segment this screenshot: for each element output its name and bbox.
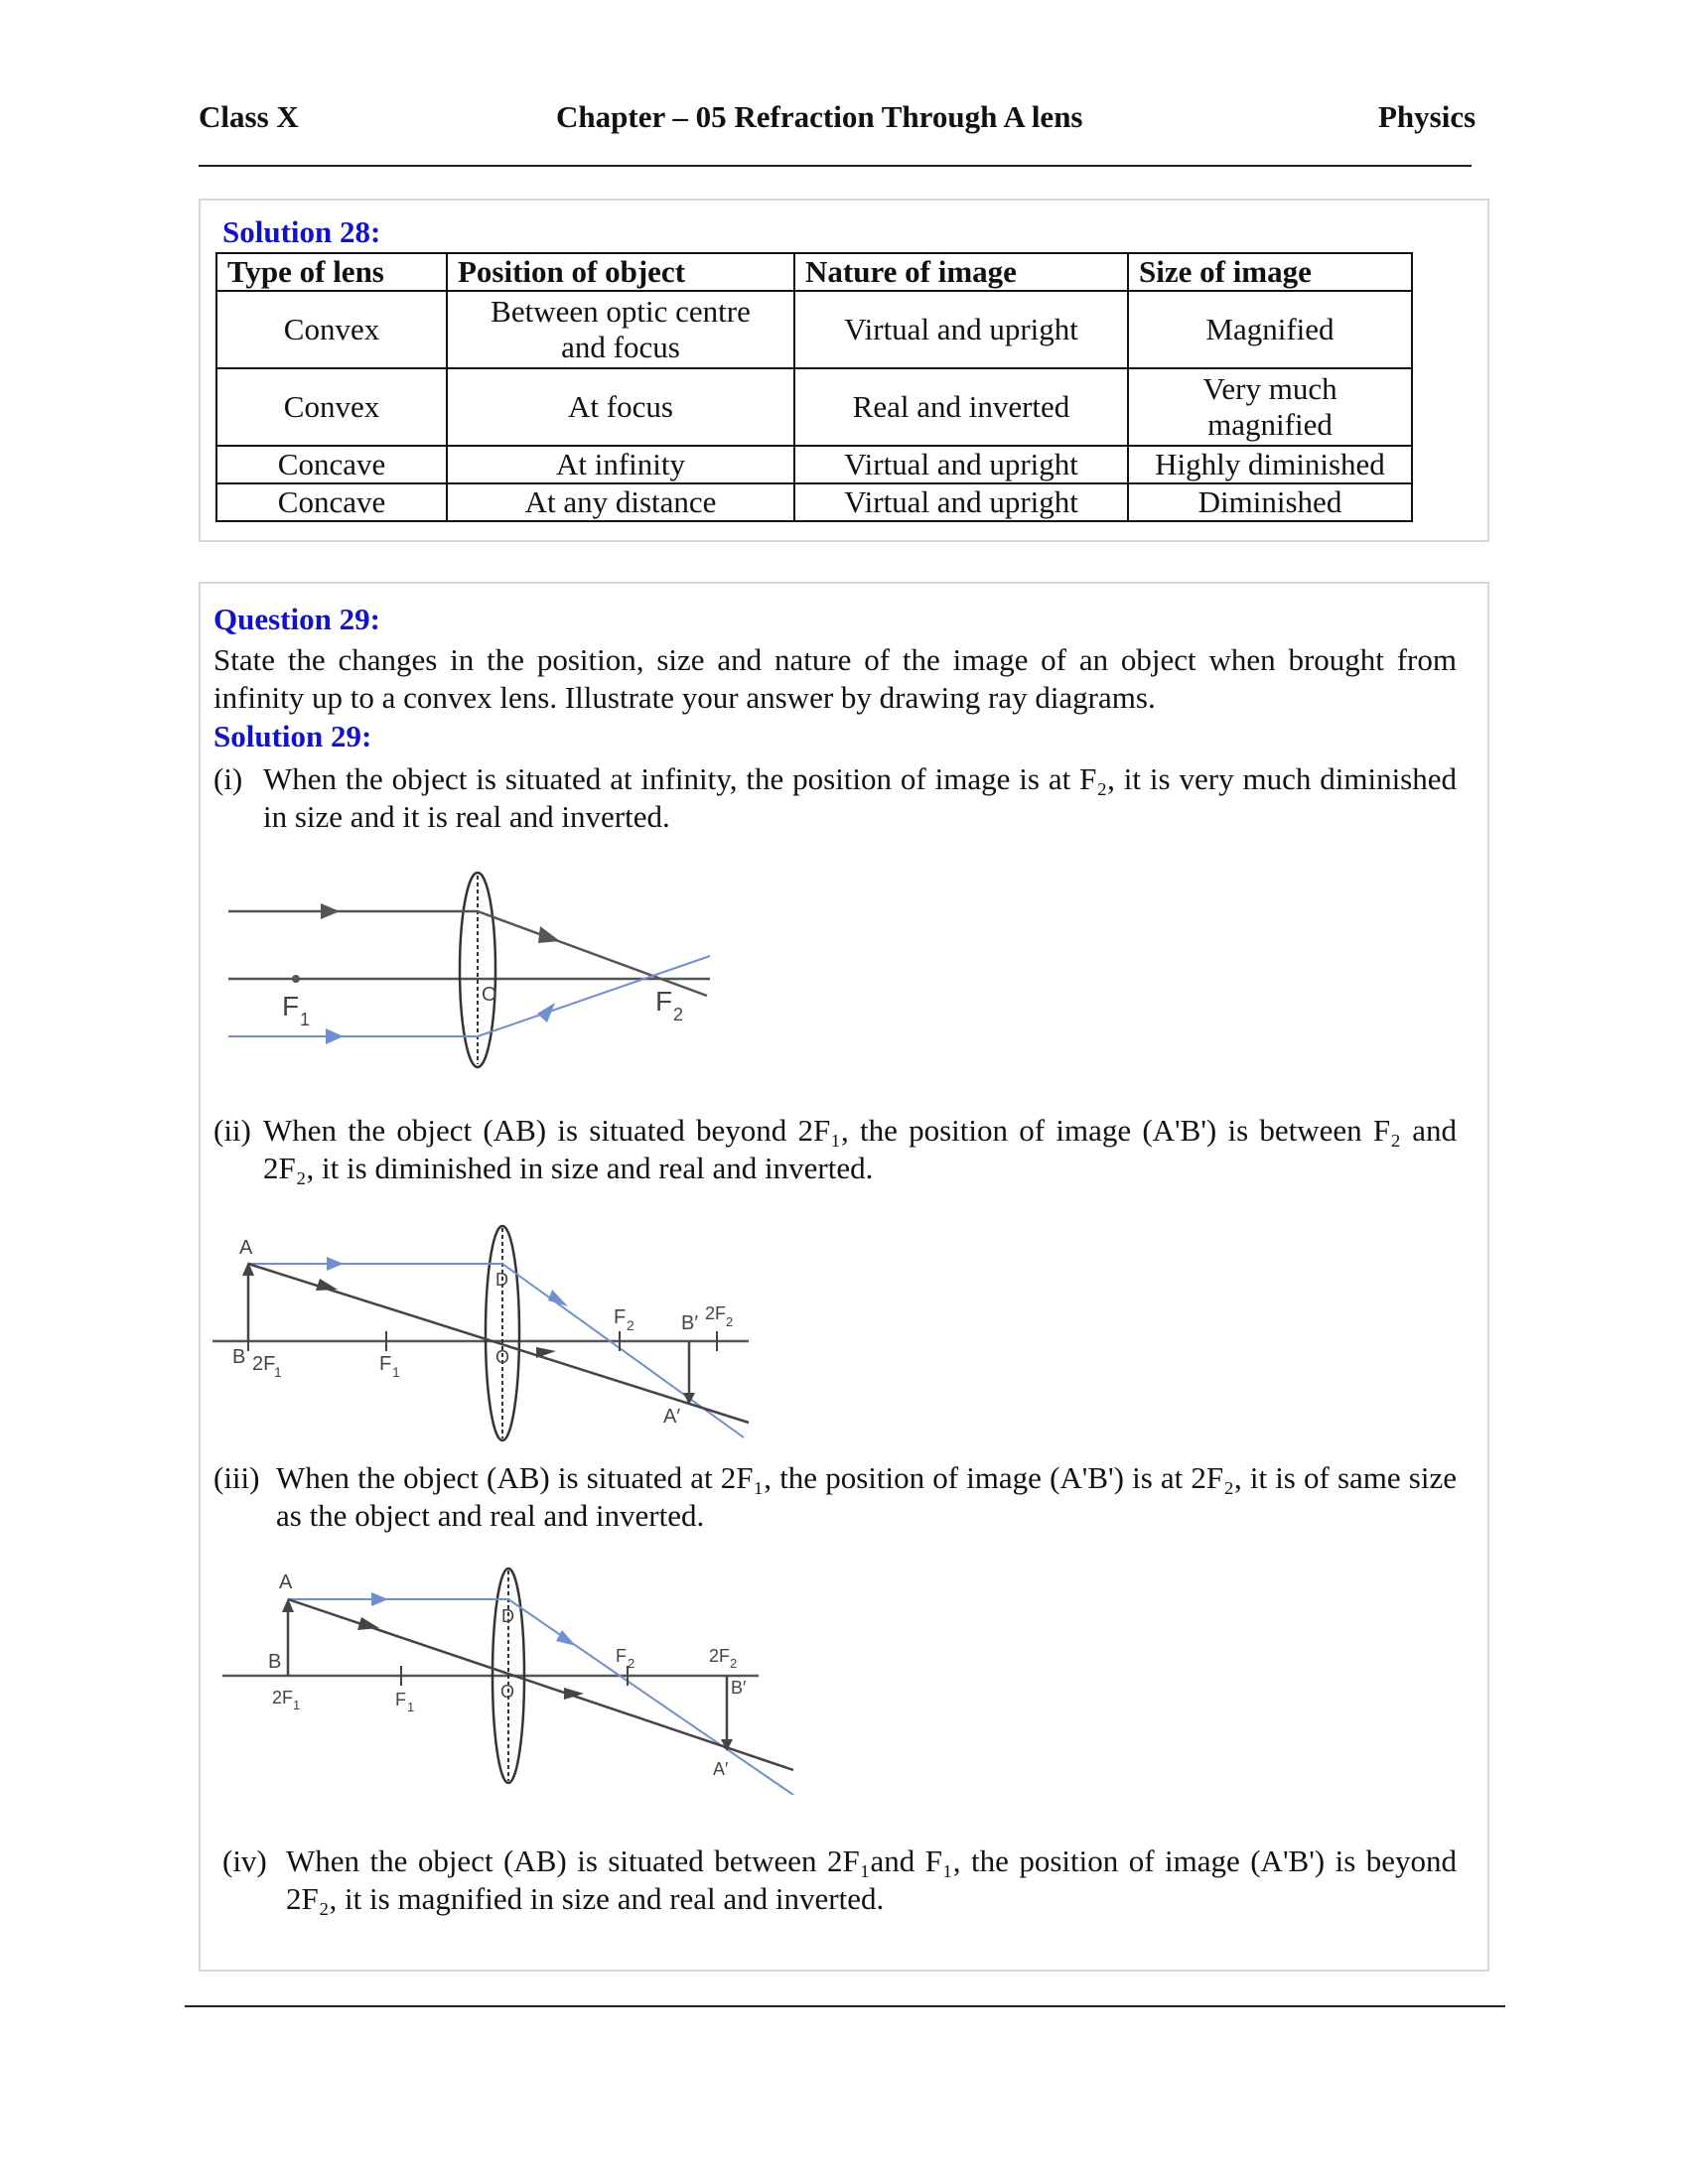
label-f1-sub: 1	[407, 1700, 415, 1714]
label-d: D	[495, 1270, 508, 1290]
table-row	[216, 483, 1412, 521]
ray-arrow	[537, 1003, 555, 1023]
label-2f1: 2F	[272, 1688, 294, 1707]
item-number: (iv)	[222, 1843, 267, 1878]
table-header-cell: Position of object	[447, 253, 794, 291]
question29-title: Question 29:	[213, 602, 380, 636]
label-f2-sub: 2	[628, 1656, 635, 1671]
ray-arrow	[536, 1347, 556, 1358]
footer-rule	[185, 2005, 1505, 2007]
table-cell: At infinity	[447, 446, 794, 483]
table-cell: Highly diminished	[1128, 446, 1412, 483]
label-b-prime: B′	[681, 1312, 699, 1334]
label-f2: F	[614, 1306, 627, 1328]
ray-arrow	[327, 1257, 344, 1271]
solution28-box	[199, 199, 1489, 542]
ray-diagram-beyond-2f1	[212, 1224, 788, 1447]
table-cell: At focus	[447, 368, 794, 446]
label-2f1-sub: 1	[274, 1364, 282, 1380]
label-f1-sub: 1	[392, 1364, 400, 1380]
ray-arrow	[371, 1592, 388, 1606]
label-a: A	[239, 1237, 253, 1259]
table-cell: Very much magnified	[1128, 368, 1412, 446]
item-text: When the object is situated at infinity, the position of image is at F₂, it is very much diminished in size and it is real and inverted.	[263, 761, 1457, 834]
solution29-title: Solution 29:	[213, 719, 372, 753]
solution28-title: Solution 28:	[222, 214, 381, 249]
item-text: When the object (AB) is situated beyond 2F₁, the position of image (A'B') is between F₂ and 2F₂, it is diminished in size and real and inverted.	[263, 1113, 1457, 1185]
table-cell: Magnified	[1128, 291, 1412, 368]
table-header-row	[216, 253, 1412, 291]
label-a-prime: A′	[663, 1406, 681, 1428]
ray-arrow	[316, 1279, 338, 1291]
question29-box	[199, 582, 1489, 1972]
label-2f2-sub: 2	[730, 1656, 738, 1671]
ray-arrow	[326, 1028, 344, 1044]
label-a-prime: A′	[713, 1759, 729, 1779]
table-row	[216, 291, 1412, 368]
header-rule	[199, 165, 1472, 167]
focus-point	[292, 975, 300, 983]
table-header-cell: Size of image	[1128, 253, 1412, 291]
table-row	[216, 446, 1412, 483]
label-f2-sub: 2	[627, 1317, 634, 1333]
table-cell: Virtual and upright	[794, 446, 1128, 483]
item-number: (ii)	[213, 1113, 251, 1148]
ray-arrow	[538, 926, 560, 943]
label-f1: F	[282, 991, 300, 1022]
label-o: O	[482, 984, 497, 1006]
lens-table	[215, 252, 1413, 522]
table-cell: Diminished	[1128, 483, 1412, 521]
item-text: When the object (AB) is situated between 2F₁and F₁, the position of image (A'B') is beyond 2F₂, it is magnified in size and real and inverted.	[286, 1843, 1457, 1916]
label-o: O	[500, 1682, 515, 1702]
label-b: B	[268, 1651, 282, 1673]
label-f2: F	[616, 1646, 627, 1666]
label-2f2-sub: 2	[726, 1314, 734, 1329]
label-o: O	[495, 1347, 510, 1367]
label-b: B	[232, 1346, 246, 1368]
label-f1-sub: 1	[300, 1010, 311, 1029]
table-cell: Concave	[216, 483, 447, 521]
label-2f1-sub: 1	[293, 1698, 301, 1712]
label-f2: F	[655, 986, 673, 1017]
item-text: When the object (AB) is situated at 2F₁, the position of image (A'B') is at 2F₂, it is of same size as the object and real and inverted.	[276, 1460, 1457, 1533]
header-class: Class X	[199, 99, 299, 134]
ray-arrow	[556, 1630, 576, 1646]
label-2f2: 2F	[709, 1646, 731, 1666]
label-d: D	[501, 1606, 514, 1626]
refracted-ray	[478, 911, 707, 996]
label-f1: F	[379, 1353, 392, 1375]
question29-text: State the changes in the position, size and nature of the image of an object when brought from infinity up to a convex lens. Illustrate your answer by drawing ray diagrams.	[213, 642, 1457, 715]
label-a: A	[279, 1571, 293, 1593]
table-cell: Concave	[216, 446, 447, 483]
table-row	[216, 368, 1412, 446]
ray-parallel-refracted	[508, 1599, 793, 1795]
label-b-prime: B′	[731, 1678, 747, 1698]
table-cell: Virtual and upright	[794, 291, 1128, 368]
ray-arrow	[357, 1617, 379, 1630]
label-f2-sub: 2	[673, 1005, 684, 1024]
table-cell: Convex	[216, 291, 447, 368]
item-number: (i)	[213, 761, 243, 796]
header-chapter: Chapter – 05 Refraction Through A lens	[556, 99, 1083, 134]
label-f1: F	[395, 1690, 406, 1709]
header-subject: Physics	[1378, 99, 1477, 134]
ray-arrow	[321, 903, 340, 919]
item-number: (iii)	[213, 1460, 260, 1495]
table-cell: Between optic centre and focus	[447, 291, 794, 368]
ray-diagram-at-2f1	[222, 1567, 818, 1795]
table-header-cell: Nature of image	[794, 253, 1128, 291]
label-2f1: 2F	[252, 1353, 276, 1375]
table-cell: Real and inverted	[794, 368, 1128, 446]
table-cell: At any distance	[447, 483, 794, 521]
table-cell: Convex	[216, 368, 447, 446]
ray-diagram-infinity	[228, 872, 735, 1080]
table-cell: Virtual and upright	[794, 483, 1128, 521]
table-header-cell: Type of lens	[216, 253, 447, 291]
label-2f2: 2F	[705, 1303, 727, 1323]
